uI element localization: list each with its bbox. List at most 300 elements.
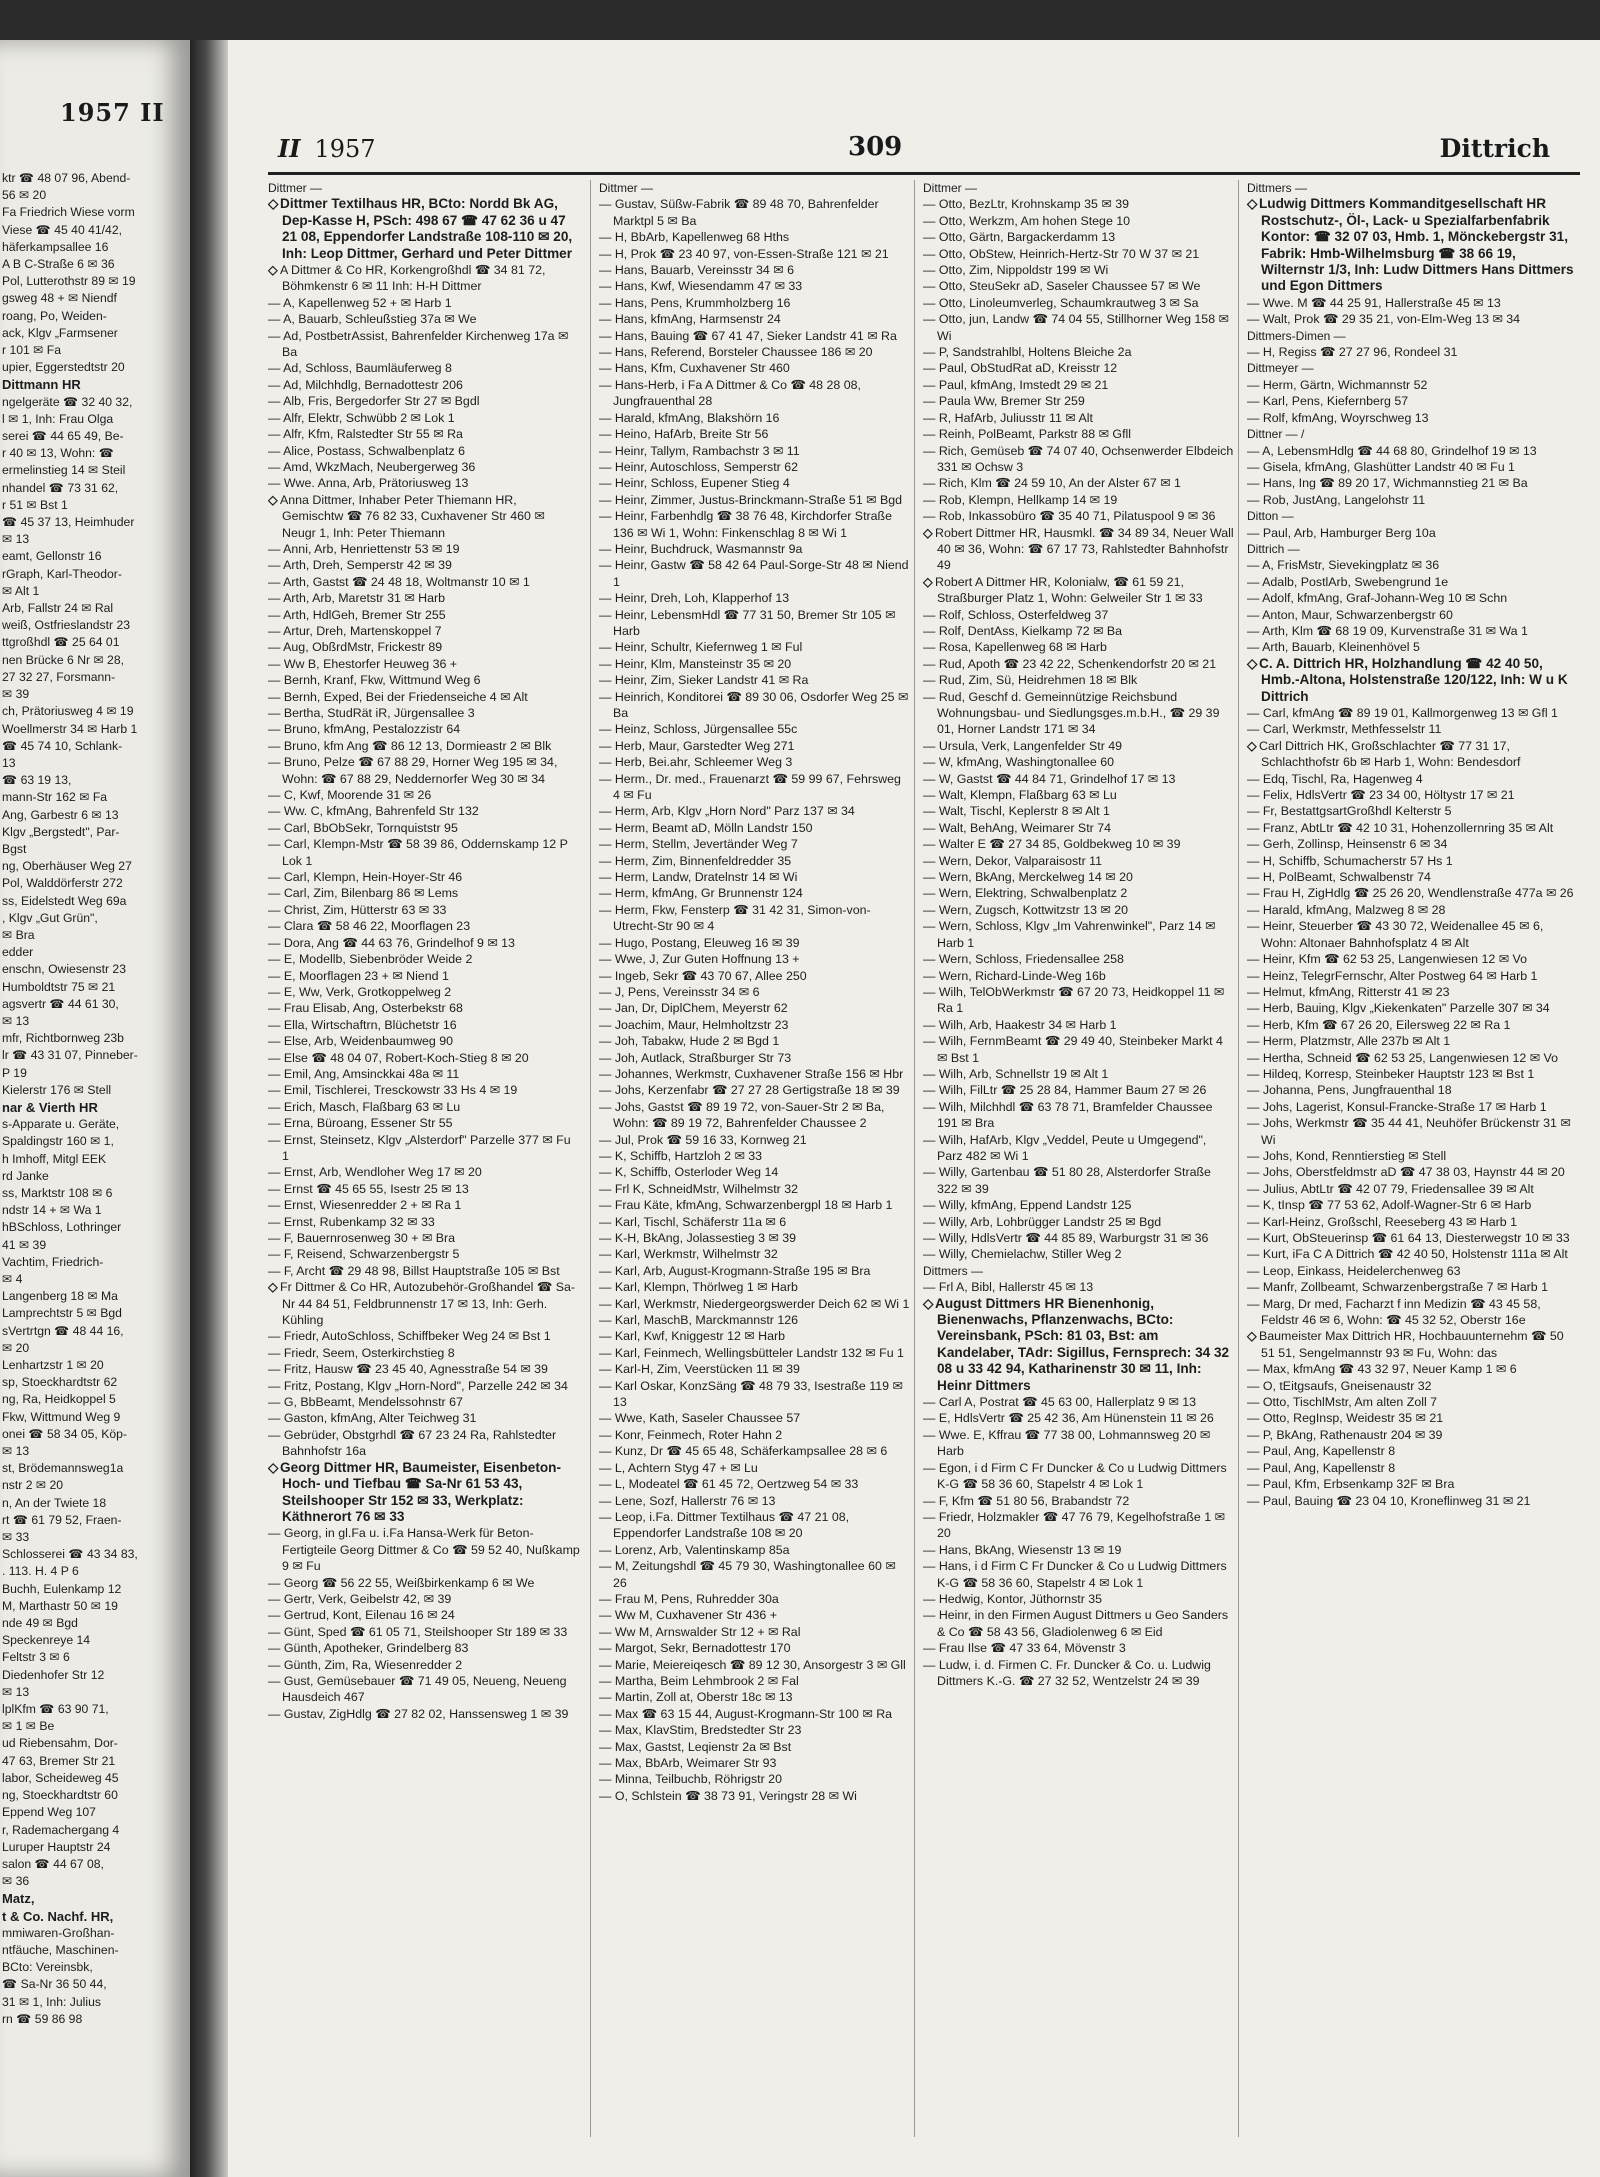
entry-text: — Herm, Zim, Binnenfeldredder 35 [599,853,792,868]
facing-page-line: 47 63, Bremer Str 21 [2,1753,116,1768]
entry-text: — Ernst, Rubenkamp 32 ✉ 33 [268,1214,435,1229]
entry-text: — Ww. C, kfmAng, Bahrenfeld Str 132 [268,804,479,819]
facing-page-line: Eppend Weg 107 [2,1805,96,1820]
entry-text: — Walt, BehAng, Weimarer Str 74 [923,820,1111,835]
directory-entry [599,1788,911,1804]
facing-page-line: ngelgeräte ☎ 32 40 32, [2,394,133,409]
entry-text: — Heinr, Zim, Sieker Landstr 41 ✉ Ra [599,673,809,688]
facing-page-line: Speckenreye 14 [2,1633,91,1648]
entry-text: — Heinr, in den Firmen August Dittmers u Geo Sanders & Co ☎ 58 43 56, Gladiolenweg 6 ✉ Eid [923,1608,1229,1639]
directory-entry [268,672,580,688]
directory-entry [599,1443,911,1459]
entry-text: — A, Bauarb, Schleußstieg 37a ✉ We [268,312,477,327]
facing-page-line: mann-Str 162 ✉ Fa [2,790,108,805]
facing-page-line: ☎ Sa-Nr 36 50 44, [2,1977,107,1992]
surname-heading [599,180,911,196]
entry-text: — Wilh, FernmBeamt ☎ 29 49 40, Steinbeker Markt 4 ✉ Bst 1 [923,1034,1223,1065]
directory-entry [268,1378,580,1394]
entry-text: — Paul, Arb, Hamburger Berg 10a [1247,525,1436,540]
directory-entry [923,246,1235,262]
facing-page-line: Dittmann HR [2,377,81,393]
entry-text: — Günth, Zim, Ra, Wiesenredder 2 [268,1657,463,1672]
entry-text: — Heinrich, Konditorei ☎ 89 30 06, Osdorfer Weg 25 ✉ Ba [599,689,909,720]
entry-text: — Wwe. E, Kffrau ☎ 77 38 00, Lohmannsweg 20 ✉ Harb [923,1427,1211,1459]
directory-entry [599,1279,911,1295]
directory-entry [1247,311,1577,327]
entry-text: — Frau Ilse ☎ 47 33 64, Mövenstr 3 [923,1641,1126,1656]
directory-entry [923,1509,1235,1542]
facing-page-line: salon ☎ 44 67 08, [2,1856,104,1871]
directory-entry [599,1214,911,1230]
directory-entry [1247,295,1577,311]
firm-diamond-icon: ◇ [268,196,279,212]
entry-text: Robert Dittmer HR, Hausmkl. ☎ 34 89 34, Neuer Wall 40 ✉ 36, Wohn: ☎ 67 17 73, Rahlstedter Bahnhofstr 49 [935,525,1234,573]
entry-text: — Hertha, Schneid ☎ 62 53 25, Langenwiesen 12 ✉ Vo [1247,1050,1558,1065]
facing-page-line: 41 ✉ 39 [2,1237,47,1252]
entry-text: — Otto, RegInsp, Weidestr 35 ✉ 21 [1247,1411,1444,1426]
entry-text: — Hans, Referend, Borsteler Chaussee 186 ✉ 20 [599,345,873,360]
firm-diamond-icon: ◇ [268,1280,278,1295]
directory-entry [599,278,911,294]
facing-page-line: ✉ 39 [2,687,30,702]
facing-page-line: r 40 ✉ 13, Wohn: ☎ [2,446,114,461]
directory-entry [923,1542,1235,1558]
directory-entry [268,196,580,262]
directory-entry [1247,1460,1577,1476]
directory-entry [1247,574,1577,590]
directory-entry [923,820,1235,836]
entry-text: — Gisela, kfmAng, Glashütter Landstr 40 ✉ Fu 1 [1247,459,1515,474]
entry-text: — Konr, Feinmech, Roter Hahn 2 [599,1427,783,1442]
entry-text: — Willy, Gartenbau ☎ 51 80 28, Alsterdorfer Straße 322 ✉ 39 [923,1165,1211,1196]
entry-text: — Alb, Fris, Bergedorfer Str 27 ✉ Bgdl [268,394,480,409]
directory-entry [1247,344,1577,360]
page-header [268,132,1580,175]
entry-text: — Herm., Dr. med., Frauenarzt ☎ 59 99 67, Fehrsweg 4 ✉ Fu [599,771,901,803]
surname-heading [1247,541,1577,557]
entry-text: — Rolf, DentAss, Kielkamp 72 ✉ Ba [923,623,1123,638]
entry-text: — Joh, Autlack, Straßburger Str 73 [599,1050,792,1065]
entry-text: — Jan, Dr, DiplChem, Meyerstr 62 [599,1001,788,1016]
directory-entry [923,229,1235,245]
entry-text: — K, Schiffb, Osterloder Weg 14 [599,1165,779,1180]
facing-page-line: Spaldingstr 160 ✉ 1, [2,1134,114,1149]
surname-heading [1247,508,1577,524]
entry-text: — Otto, Zim, Nippoldstr 199 ✉ Wi [923,263,1109,278]
entry-text: — Otto, ObStew, Heinrich-Hertz-Str 70 W 37 ✉ 21 [923,246,1200,261]
directory-entry [268,1640,580,1656]
facing-page-line: ✉ 36 [2,1874,30,1889]
column-3 [914,180,1235,2137]
directory-entry [1247,918,1577,951]
facing-page-line: weiß, Ostfrieslandstr 23 [2,618,131,633]
directory-entry [268,1033,580,1049]
entry-text: — R, HafArb, Juliusstr 11 ✉ Alt [923,410,1093,425]
entry-text: — Kunz, Dr ☎ 45 65 48, Schäferkampsallee 28 ✉ 6 [599,1444,888,1459]
entry-text: — Else ☎ 48 04 07, Robert-Koch-Stieg 8 ✉ 20 [268,1050,529,1065]
firm-diamond-icon: ◇ [923,1295,934,1311]
facing-page-line: Fa Friedrich Wiese vorm [2,205,135,220]
entry-text: — Otto, BezLtr, Krohnskamp 35 ✉ 39 [923,197,1129,212]
entry-text: — Rob, Klempn, Hellkamp 14 ✉ 19 [923,492,1118,507]
directory-entry [268,918,580,934]
entry-text: — Hans, i d Firm C Fr Duncker & Co u Ludwig Dittmers K-G ☎ 58 36 60, Stapelstr 4 ✉ Lok 1 [923,1559,1227,1590]
facing-page-line: gsweg 48 + ✉ Niendf [2,291,117,306]
entry-text: — Lene, Sozf, Hallerstr 76 ✉ 13 [599,1493,776,1508]
entry-text: — Walter E ☎ 27 34 85, Goldbekweg 10 ✉ 39 [923,837,1181,852]
directory-entry [923,1591,1235,1607]
entry-text: — Hans, Kwf, Wiesendamm 47 ✉ 33 [599,279,803,294]
directory-entry [923,1164,1235,1197]
entry-text: — Johs, Oberstfeldmstr aD ☎ 47 38 03, Haynstr 44 ✉ 20 [1247,1165,1565,1180]
directory-entry [923,360,1235,376]
entry-text: Dittmers-Dimen — [1247,328,1346,343]
directory-entry [599,607,911,640]
entry-text: — Erich, Masch, Flaßbarg 63 ✉ Lu [268,1099,461,1114]
facing-page-line: Lamprechtstr 5 ✉ Bgd [2,1306,122,1321]
entry-text: — Hildeq, Korresp, Steinbeker Hauptstr 123 ✉ Bst 1 [1247,1066,1535,1081]
directory-entry [599,656,911,672]
directory-entry [599,1591,911,1607]
directory-entry [1247,639,1577,655]
entry-text: — Margot, Sekr, Bernadottestr 170 [599,1641,791,1656]
facing-page-line: nen Brücke 6 Nr ✉ 28, [2,652,124,667]
facing-page-line: nhandel ☎ 73 31 62, [2,480,119,495]
entry-text: — Wilh, HafArb, Klgv „Veddel, Peute u Umgegend", Parz 482 ✉ Wi 1 [923,1132,1207,1163]
directory-entry [923,1410,1235,1426]
facing-page-line: Langenberg 18 ✉ Ma [2,1289,118,1304]
entry-text: — A, Kapellenweg 52 + ✉ Harb 1 [268,295,452,310]
entry-text: Baumeister Max Dittrich HR, Hochbauunternehm ☎ 50 51 51, Sengelmannstr 93 ✉ Fu, Wohn: das [1259,1329,1564,1360]
facing-page-line: 13 [2,755,16,770]
directory-entry [1247,607,1577,623]
directory-entry [923,1017,1235,1033]
directory-entry [268,951,580,967]
directory-entry [268,1575,580,1591]
directory-entry [268,738,580,754]
entry-text: — Amd, WkzMach, Neubergerweg 36 [268,459,476,474]
directory-entry [923,1066,1235,1082]
entry-text: — Johs, Kerzenfabr ☎ 27 27 28 Gertigstraße 18 ✉ 39 [599,1083,900,1098]
directory-entry [599,1640,911,1656]
facing-page-line: rd Janke [2,1168,49,1183]
surname-heading [923,180,1235,196]
year: 1957 [314,135,376,163]
entry-text: — Christ, Zim, Hütterstr 63 ✉ 33 [268,902,447,917]
entry-text: — Walt, Klempn, Flaßbarg 63 ✉ Lu [923,788,1117,803]
directory-entry [1247,1164,1577,1180]
directory-entry [923,311,1235,344]
facing-page-line: ✉ 13 [2,1013,30,1028]
directory-entry [1247,1493,1577,1509]
entry-text: — J, Pens, Vereinsstr 34 ✉ 6 [599,984,760,999]
entry-text: — E, Modellb, Siebenbröder Weide 2 [268,952,473,967]
entry-text: — Heinr, Klm, Mansteinstr 35 ✉ 20 [599,656,792,671]
entry-text: — Ludw, i. d. Firmen C. Fr. Duncker & Co. u. Ludwig Dittmers K.-G. ☎ 27 32 52, Wentzelstr 24 ✉ 39 [923,1657,1211,1688]
entry-text: — Gebrüder, Obstgrhdl ☎ 67 23 24 Ra, Rahlstedter Bahnhofstr 16a [268,1427,557,1459]
directory-entry [268,1066,580,1082]
directory-entry [923,803,1235,819]
directory-entry [599,885,911,901]
entry-text: — Frau H, ZigHdlg ☎ 25 26 20, Wendlenstraße 477a ✉ 26 [1247,886,1574,901]
directory-entry [268,459,580,475]
facing-page-line: roang, Po, Weiden- [2,308,107,323]
entry-text: — Georg, in gl.Fa u. i.Fa Hansa-Werk für Beton-Fertigteile Georg Dittmer & Co ☎ 59 52 40, Nußkamp 9 ✉ Fu [268,1526,580,1574]
directory-entry [1247,492,1577,508]
directory-entry [599,836,911,852]
facing-page-line: ermelinstieg 14 ✉ Steil [2,463,126,478]
facing-page-line: ✉ 1 ✉ Be [2,1719,55,1734]
directory-entry [923,262,1235,278]
directory-entry [599,1739,911,1755]
entry-text: — Fr, BestattgsartGroßhdl Kelterstr 5 [1247,804,1452,819]
directory-entry [1247,1378,1577,1394]
directory-entry [1247,443,1577,459]
directory-entry [1247,853,1577,869]
entry-text: — E, Moorflagen 23 + ✉ Niend 1 [268,968,449,983]
entry-text: — Otto, SteuSekr aD, Saseler Chaussee 57 ✉ We [923,279,1201,294]
directory-entry [268,1591,580,1607]
facing-page-line: Woellmerstr 34 ✉ Harb 1 [2,721,138,736]
directory-entry [1247,738,1577,771]
entry-text: — M, Zeitungshdl ☎ 45 79 30, Washingtonallee 60 ✉ 26 [599,1559,896,1590]
entry-text: — Rich, Gemüseb ☎ 74 07 40, Ochsenwerder Elbdeich 331 ✉ Ochsw 3 [923,443,1234,474]
facing-page-line: Bgst [2,841,27,856]
entry-text: — A, LebensmHdlg ☎ 44 68 80, Grindelhof 19 ✉ 13 [1247,443,1537,458]
facing-page-line: häferkampsallee 16 [2,239,109,254]
entry-text: Ludwig Dittmers Kommanditgesellschaft HR Rostschutz-, Öl-, Lack- u Spezialfarbenfabrik Kontor: ☎ 32 07 03, Hmb. 1, Mönckebergstr 31, Fabrik: Hmb-Wilhelmsburg ☎ 38 66 19, Wilternstr 1/3, Inh: Ludw Dittmers Hans Dittmers und Egon Dittmers [1259,196,1574,294]
directory-entry [268,984,580,1000]
surname-heading [268,180,580,196]
entry-text: — Carl, Zim, Bilenbarg 86 ✉ Lems [268,886,459,901]
volume-and-year [278,134,376,163]
entry-text: — Heinr, Kfm ☎ 62 53 25, Langenwiesen 12 ✉ Vo [1247,952,1527,967]
directory-entry [599,246,911,262]
facing-page-line: ng, Oberhäuser Weg 27 [2,859,132,874]
facing-page-line: nde 49 ✉ Bgd [2,1616,78,1631]
entry-text: — Gustav, ZigHdlg ☎ 27 82 02, Hanssensweg 1 ✉ 39 [268,1706,569,1721]
facing-page-line: ✉ 20 [2,1340,30,1355]
entry-text: — Ad, Milchhdlg, Bernadottestr 206 [268,377,463,392]
directory-entry [268,754,580,787]
directory-entry [923,1657,1235,1690]
directory-entry [1247,885,1577,901]
facing-page-line: Pol, Walddörferstr 272 [2,876,123,891]
directory-entry [268,869,580,885]
directory-entry [268,1460,580,1526]
entry-text: — P, Sandstrahlbl, Holtens Bleiche 2a [923,345,1132,360]
directory-entry [599,1509,911,1542]
directory-entry [268,1214,580,1230]
entry-text: — Alfr, Kfm, Ralstedter Str 55 ✉ Ra [268,427,463,442]
facing-page-line: Lenhartzstr 1 ✉ 20 [2,1358,104,1373]
facing-page-line: s-Apparate u. Geräte, [2,1117,120,1132]
surname-heading [1247,328,1577,344]
entry-text: — Otto, Gärtn, Bargackerdamm 13 [923,230,1116,245]
entry-text: — Gaston, kfmAng, Alter Teichweg 31 [268,1411,477,1426]
facing-page-line: ✉ Bra [2,927,35,942]
directory-entry [923,574,1235,607]
directory-entry [923,426,1235,442]
surname-heading [923,1263,1235,1279]
surname-heading [1247,180,1577,196]
directory-entry [923,656,1235,672]
firm-diamond-icon: ◇ [1247,196,1258,212]
entry-text: — Hedwig, Kontor, Jüthornstr 35 [923,1591,1103,1606]
facing-page-line: ntfäuche, Maschinen- [2,1942,119,1957]
directory-entry [1247,377,1577,393]
directory-entry [268,541,580,557]
directory-entry [923,918,1235,951]
directory-entry [268,1230,580,1246]
directory-entry [268,1164,580,1180]
directory-entry [268,803,580,819]
entry-text: — Herm, kfmAng, Gr Brunnenstr 124 [599,886,803,901]
entry-text: — Max ☎ 63 15 44, August-Krogmann-Str 100 ✉ Ra [599,1706,893,1721]
entry-text: — Herm, Gärtn, Wichmannstr 52 [1247,377,1428,392]
entry-text: — Carl, Klempn, Hein-Hoyer-Str 46 [268,870,463,885]
directory-entry [268,1263,580,1279]
directory-entry [599,1066,911,1082]
facing-page-line: h Imhoff, Mitgl EEK [2,1151,107,1166]
directory-entry [599,1181,911,1197]
entry-text: — Emil, Ang, Amsinckkai 48a ✉ 11 [268,1066,460,1081]
directory-entry [923,738,1235,754]
entry-text: — Herm, Arb, Klgv „Horn Nord" Parz 137 ✉ 34 [599,804,855,819]
entry-text: — Frl A, Bibl, Hallerstr 45 ✉ 13 [923,1280,1094,1295]
directory-entry [599,1312,911,1328]
directory-entry [923,689,1235,738]
entry-text: — Carl, kfmAng ☎ 89 19 01, Kallmorgenweg 13 ✉ Gfl 1 [1247,706,1558,720]
entry-text: — Rud, Zim, Sü, Heidrehmen 18 ✉ Blk [923,673,1138,688]
entry-text: — Heinr, Tallym, Rambachstr 3 ✉ 11 [599,443,800,458]
directory-entry [1247,820,1577,836]
entry-text: — Gustav, Süßw-Fabrik ☎ 89 48 70, Bahrenfelder Marktpl 5 ✉ Ba [599,197,879,228]
directory-entry [1247,1214,1577,1230]
entry-text: — Karl-H, Zim, Veerstücken 11 ✉ 39 [599,1362,800,1377]
entry-text: — Gerh, Zollinsp, Heinsenstr 6 ✉ 34 [1247,837,1448,852]
directory-entry [599,541,911,557]
directory-entry [923,607,1235,623]
entry-text: A Dittmer & Co HR, Korkengroßhdl ☎ 34 81 72, Böhmkenstr 6 ✉ 11 Inh: H-H Dittmer [280,263,546,294]
entry-text: — Hans, kfmAng, Harmsenstr 24 [599,312,781,327]
entry-text: — Wilh, Arb, Haakestr 34 ✉ Harb 1 [923,1017,1117,1032]
directory-entry [268,1082,580,1098]
directory-entry [923,754,1235,770]
directory-entry [268,885,580,901]
entry-text: — Bernh, Kranf, Fkw, Wittmund Weg 6 [268,673,481,688]
directory-entry [923,344,1235,360]
entry-text: — Rob, JustAng, Langelohstr 11 [1247,492,1426,507]
entry-text: — K, tInsp ☎ 77 53 62, Adolf-Wagner-Str 6 ✉ Harb [1247,1198,1532,1213]
entry-text: — Otto, TischlMstr, Am alten Zoll 7 [1247,1395,1438,1410]
directory-entry [1247,1263,1577,1279]
directory-entry [923,787,1235,803]
entry-text: — Johanna, Pens, Jungfrauenthal 18 [1247,1083,1452,1098]
directory-entry [923,968,1235,984]
entry-text: — Heinr, Zimmer, Justus-Brinckmann-Straße 51 ✉ Bgd [599,492,903,507]
entry-text: — Leop, i.Fa. Dittmer Textilhaus ☎ 47 21 08, Eppendorfer Landstraße 108 ✉ 20 [599,1509,850,1541]
entry-text: — Johs, Gastst ☎ 89 19 72, von-Sauer-Str 2 ✉ Ba, Wohn: ☎ 89 19 72, Bahrenfelder Chaussee 2 [599,1099,885,1131]
directory-entry [599,1378,911,1411]
directory-entry [599,1624,911,1640]
directory-entry [923,492,1235,508]
entry-text: — Paul, Ang, Kapellenstr 8 [1247,1444,1396,1459]
entry-text: — Wern, Schloss, Friedensallee 258 [923,952,1124,967]
entry-text: — Herm, Landw, Dratelnstr 14 ✉ Wi [599,870,798,885]
facing-page-left [0,40,190,2177]
entry-text: — Otto, jun, Landw ☎ 74 04 55, Stillhorner Weg 158 ✉ Wi [923,312,1229,343]
entry-text: — Bruno, Pelze ☎ 67 88 29, Horner Weg 195 ✉ 34, Wohn: ☎ 67 88 29, Neddernorfer Weg 30 ✉ 34 [268,755,558,786]
directory-entry [599,1017,911,1033]
entry-text: Dittmeyer — [1247,361,1314,376]
directory-entry [923,1493,1235,1509]
entry-text: — Bernh, Exped, Bei der Friedenseiche 4 ✉ Alt [268,689,528,704]
facing-page-line: ss, Eidelstedt Weg 69a [2,893,127,908]
directory-entry [923,1427,1235,1460]
facing-page-line: ☎ 45 37 13, Heimhuder [2,515,135,530]
directory-entry [599,1099,911,1132]
entry-text: — Arth, Gastst ☎ 24 48 18, Woltmanstr 10 ✉ 1 [268,574,530,589]
directory-entry [268,607,580,623]
entry-text: — Herm, Platzmstr, Alle 237b ✉ Alt 1 [1247,1034,1451,1049]
directory-entry [268,721,580,737]
entry-text: — Paul, Kfm, Erbsenkamp 32F ✉ Bra [1247,1477,1455,1492]
facing-page-line: labor, Scheideweg 45 [2,1770,119,1785]
entry-text: — Johs, Werkmstr ☎ 35 44 41, Neuhöfer Brückenstr 31 ✉ Wi [1247,1116,1571,1147]
entry-text: — Heinr, Gastw ☎ 58 42 64 Paul-Sorge-Str 48 ✉ Niend 1 [599,558,909,589]
entry-text: — Paul, Bauing ☎ 23 04 10, Kroneflinweg 31 ✉ 21 [1247,1493,1531,1508]
facing-page-header: 1957 II [60,98,165,127]
directory-entry [268,1328,580,1344]
directory-entry [1247,393,1577,409]
entry-text: — Heinr, Dreh, Loh, Klapperhof 13 [599,591,790,606]
directory-entry [923,1033,1235,1066]
directory-entry [268,262,580,295]
directory-entry [1247,1361,1577,1377]
entry-text: — O, Schlstein ☎ 38 73 91, Veringstr 28 ✉ Wi [599,1788,857,1803]
facing-page-line: onei ☎ 58 34 05, Köp- [2,1426,127,1441]
entry-text: — Wern, Elektring, Schwalbenplatz 2 [923,886,1128,901]
entry-text: — Marie, Meiereiqesch ☎ 89 12 30, Ansorgestr 3 ✉ Gll [599,1657,906,1672]
entry-text: — Fritz, Hausw ☎ 23 45 40, Agnesstraße 54 ✉ 39 [268,1362,548,1377]
directory-entry [1247,1279,1577,1295]
entry-text: — P, BkAng, Rathenaustr 204 ✉ 39 [1247,1427,1443,1442]
page-number: 309 [848,132,903,162]
directory-entry [923,1197,1235,1213]
directory-entry [268,1427,580,1460]
facing-page-line: Kielerstr 176 ✉ Stell [2,1082,112,1097]
entry-text: — Walt, Tischl, Keplerstr 8 ✉ Alt 1 [923,804,1110,819]
facing-page-line: Matz, [2,1891,35,1907]
entry-text: — Hans, Bauing ☎ 67 41 47, Sieker Landstr 41 ✉ Ra [599,328,897,343]
facing-page-line: ud Riebensahm, Dor- [2,1736,118,1751]
entry-text: — Harald, kfmAng, Blakshörn 16 [599,410,780,425]
entry-text: — Rolf, kfmAng, Woyrschweg 13 [1247,410,1429,425]
entry-text: — Carl A, Postrat ☎ 45 63 00, Hallerplatz 9 ✉ 13 [923,1395,1197,1410]
entry-text: — Karl, Arb, August-Krogmann-Straße 195 ✉ Bra [599,1263,871,1278]
entry-text: — Ernst, Arb, Wendloher Weg 17 ✉ 20 [268,1165,482,1180]
entry-text: — Herb, Bauing, Klgv „Kiekenkaten" Parzelle 307 ✉ 34 [1247,1001,1550,1016]
entry-text: — Felix, HdlsVertr ☎ 23 34 00, Höltystr 17 ✉ 21 [1247,788,1515,803]
entry-text: — Hans-Herb, i Fa A Dittmer & Co ☎ 48 28 08, Jungfrauenthal 28 [599,377,861,409]
directory-entry [599,360,911,376]
entry-text: — Willy, Arb, Lohbrügger Landstr 25 ✉ Bgd [923,1214,1162,1229]
facing-page-line: ng, Stoeckhardtstr 60 [2,1788,118,1803]
facing-page-line: Buchh, Eulenkamp 12 [2,1581,122,1596]
directory-entry [599,902,911,935]
directory-entry [1247,1033,1577,1049]
